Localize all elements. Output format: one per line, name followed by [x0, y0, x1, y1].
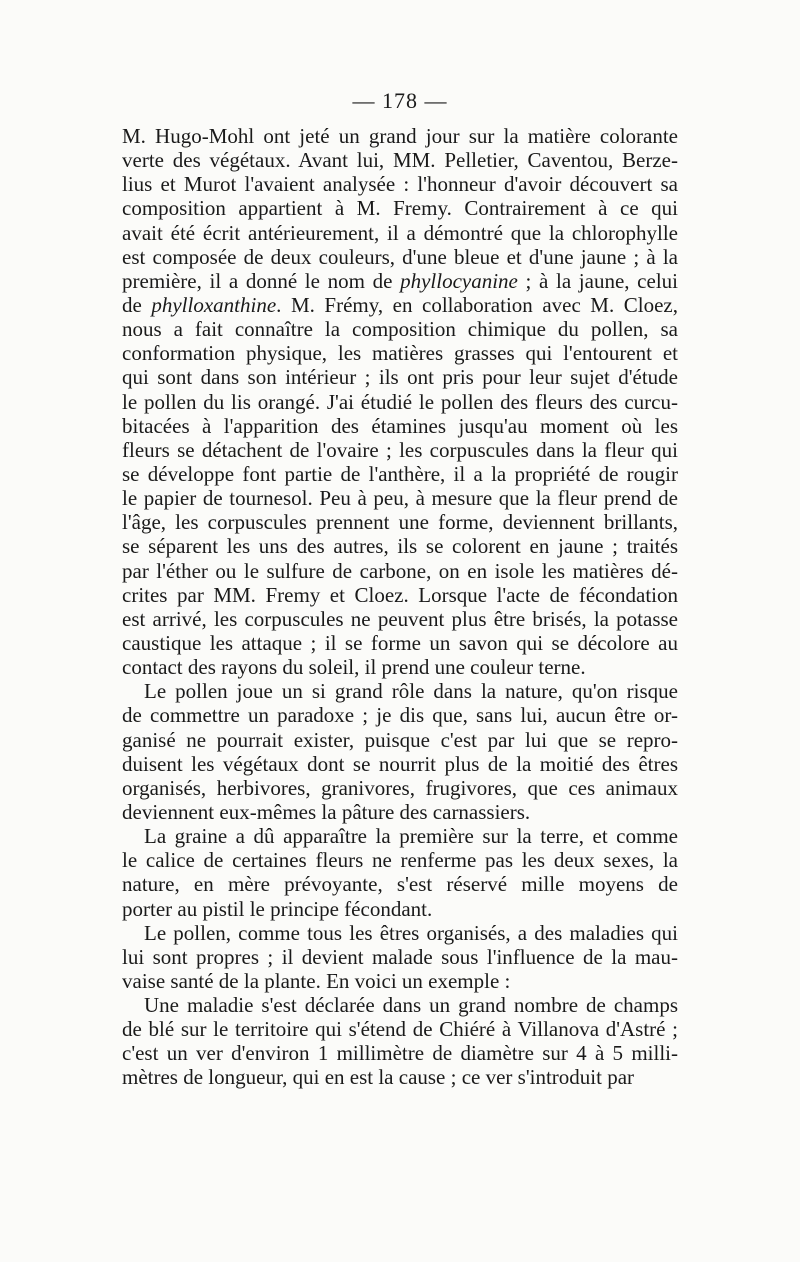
text-line: lius et Murot l'avaient analysée : l'honneur d'avoir découvert sa [122, 172, 678, 197]
text-line: bitacées à l'apparition des étamines jusqu'au moment où les [122, 413, 678, 438]
text-line: se séparent les uns des autres, ils se colorent en jaune ; traités [122, 534, 678, 559]
text-line: qui sont dans son intérieur ; ils ont pris pour leur sujet d'étude [122, 365, 678, 390]
text-line: est composée de deux couleurs, d'une bleue et d'une jaune ; à la [122, 244, 678, 269]
text-line: La graine a dû apparaître la première sur la terre, et comme [144, 824, 678, 849]
text-line: l'âge, les corpuscules prennent une forme, deviennent brillants, [122, 510, 678, 535]
text-line: nous a fait connaître la composition chimique du pollen, sa [122, 317, 678, 342]
text-line: c'est un ver d'environ 1 millimètre de diamètre sur 4 à 5 milli- [122, 1041, 678, 1066]
text-line: Le pollen joue un si grand rôle dans la nature, qu'on risque [144, 679, 678, 704]
text-line: par l'éther ou le sulfure de carbone, on en isole les matières dé- [122, 558, 678, 583]
text-line: Une maladie s'est déclarée dans un grand nombre de champs [144, 993, 678, 1018]
text-line: crites par MM. Fremy et Cloez. Lorsque l'acte de fécondation [122, 582, 678, 607]
text-line: mètres de longueur, qui en est la cause ; ce ver s'introduit par [122, 1065, 635, 1090]
text-line: se développe font partie de l'anthère, il a la propriété de rougir [122, 461, 678, 486]
text-line: vaise santé de la plante. En voici un exemple : [122, 968, 511, 993]
text-line: de blé sur le territoire qui s'étend de Chiéré à Villanova d'Astré ; [122, 1017, 678, 1042]
text-line: est arrivé, les corpuscules ne peuvent plus être brisés, la potasse [122, 606, 678, 631]
text-line: contact des rayons du soleil, il prend une couleur terne. [122, 655, 586, 680]
text-line: de phylloxanthine. M. Frémy, en collaboration avec M. Cloez, [122, 292, 678, 317]
text-line: verte des végétaux. Avant lui, MM. Pelletier, Caventou, Berze- [122, 148, 678, 173]
page-number-header: — 178 — [352, 88, 448, 113]
text-line: de commettre un paradoxe ; je dis que, sans lui, aucun être or- [122, 703, 678, 728]
text-line: le pollen du lis orangé. J'ai étudié le pollen des fleurs des curcu- [122, 389, 678, 414]
text-line: organisés, herbivores, granivores, frugivores, que ces animaux [122, 775, 678, 800]
body-text [122, 124, 678, 1090]
text-line: fleurs se détachent de l'ovaire ; les corpuscules dans la fleur qui [122, 437, 678, 462]
text-line: duisent les végétaux dont se nourrit plus de la moitié des êtres [122, 751, 678, 776]
text-line: nature, en mère prévoyante, s'est réservé mille moyens de [122, 872, 678, 897]
text-line: deviennent eux-mêmes la pâture des carnassiers. [122, 799, 531, 824]
text-line: M. Hugo-Mohl ont jeté un grand jour sur la matière colorante [122, 124, 678, 148]
paragraph [122, 824, 678, 921]
text-line: avait été écrit antérieurement, il a démontré que la chlorophylle [122, 220, 678, 245]
paragraph [122, 124, 678, 679]
paragraph [122, 679, 678, 824]
text-line: Le pollen, comme tous les êtres organisés, a des maladies qui [144, 920, 678, 945]
text-line: le papier de tournesol. Peu à peu, à mesure que la fleur prend de [122, 486, 678, 511]
text-line: conformation physique, les matières grasses qui l'entourent et [122, 341, 678, 366]
paragraph [122, 921, 678, 993]
text-line: première, il a donné le nom de phyllocyanine ; à la jaune, celui [122, 268, 678, 293]
paragraph [122, 993, 678, 1090]
text-line: composition appartient à M. Fremy. Contrairement à ce qui [122, 196, 678, 221]
text-line: le calice de certaines fleurs ne renferme pas les deux sexes, la [122, 848, 678, 873]
text-line: porter au pistil le principe fécondant. [122, 896, 433, 921]
text-line: lui sont propres ; il devient malade sous l'influence de la mau- [122, 944, 678, 969]
text-line: ganisé ne pourrait exister, puisque c'est par lui que se repro- [122, 727, 678, 752]
text-line: caustique les attaque ; il se forme un savon qui se décolore au [122, 630, 678, 655]
